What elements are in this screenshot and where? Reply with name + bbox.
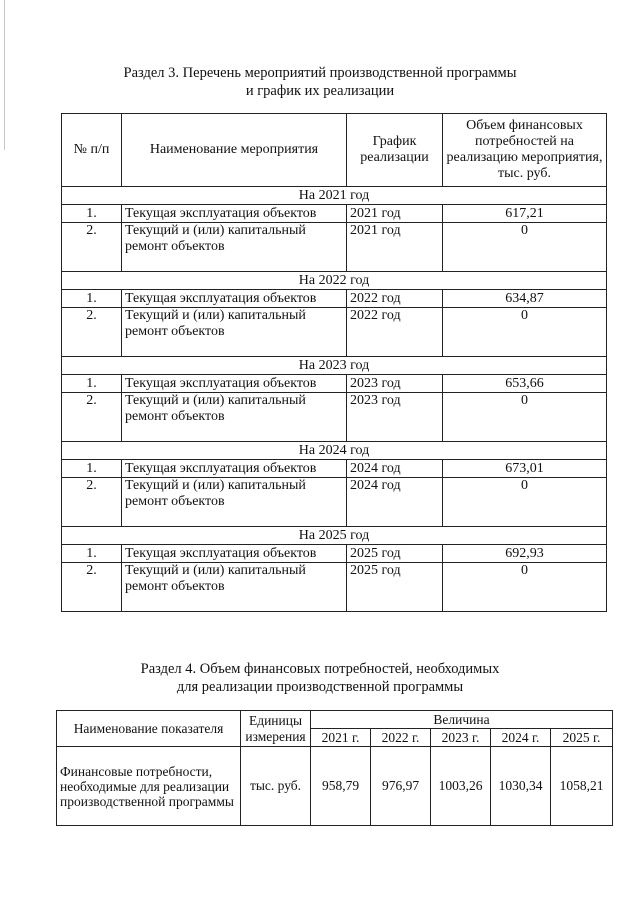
schedule-value: 2022 год [347,308,443,357]
section-4-title-line-1: Раздел 4. Объем финансовых потребностей, необходимых [140,661,500,677]
row-num: 2. [62,393,122,442]
year-value: 1030,34 [491,747,551,826]
table-row [62,308,607,357]
finance-value: 673,01 [443,460,607,478]
row-num: 1. [62,290,122,308]
row-num: 1. [62,545,122,563]
table-row [62,545,607,563]
year-group-row [62,442,607,460]
header-num: № п/п [62,114,122,187]
table-row [62,223,607,272]
finance-value: 692,93 [443,545,607,563]
finance-table-header-row-1 [57,711,613,729]
finance-value: 0 [443,223,607,272]
section-3-title [0,64,640,100]
year-group-label: На 2021 год [62,187,607,205]
activity-name: Текущий и (или) капитальный ремонт объектов [122,308,347,357]
header-year: 2025 г. [551,729,613,747]
schedule-value: 2024 год [347,460,443,478]
section-3-title-line-2: и график их реализации [245,83,395,99]
table-row [62,460,607,478]
row-num: 1. [62,460,122,478]
header-finance: Объем финансовых потребностей на реализацию мероприятия, тыс. руб. [443,114,607,187]
year-value: 1058,21 [551,747,613,826]
finance-value: 617,21 [443,205,607,223]
activities-table-body [62,187,607,612]
activity-name: Текущий и (или) капитальный ремонт объектов [122,563,347,612]
header-year: 2024 г. [491,729,551,747]
finance-value: 0 [443,563,607,612]
table-row [62,375,607,393]
activity-name: Текущий и (или) капитальный ремонт объектов [122,393,347,442]
activity-name: Текущая эксплуатация объектов [122,290,347,308]
section-4-title [0,660,640,696]
table-row [62,563,607,612]
year-group-row [62,272,607,290]
finance-value: 0 [443,393,607,442]
header-indicator: Наименование показателя [57,711,241,747]
finance-value: 0 [443,308,607,357]
activity-name: Текущий и (или) капитальный ремонт объектов [122,223,347,272]
activity-name: Текущая эксплуатация объектов [122,545,347,563]
year-group-row [62,357,607,375]
table-row [62,478,607,527]
row-num: 2. [62,223,122,272]
row-num: 1. [62,375,122,393]
year-group-row [62,527,607,545]
activities-table-header [62,114,607,187]
indicator-name: Финансовые потребности, необходимые для реализации производственной программы [57,747,241,826]
row-num: 1. [62,205,122,223]
table-row [62,205,607,223]
year-group-label: На 2023 год [62,357,607,375]
schedule-value: 2021 год [347,223,443,272]
activity-name: Текущая эксплуатация объектов [122,375,347,393]
section-3-title-line-1: Раздел 3. Перечень мероприятий производственной программы [123,65,517,81]
row-num: 2. [62,563,122,612]
activity-name: Текущий и (или) капитальный ремонт объектов [122,478,347,527]
table-row [57,747,613,826]
year-group-row [62,187,607,205]
row-num: 2. [62,478,122,527]
activity-name: Текущая эксплуатация объектов [122,205,347,223]
schedule-value: 2024 год [347,478,443,527]
finance-value: 653,66 [443,375,607,393]
table-row [62,290,607,308]
schedule-value: 2025 год [347,545,443,563]
year-value: 958,79 [311,747,371,826]
header-units: Единицы измерения [241,711,311,747]
header-magnitude: Величина [311,711,613,729]
activity-name: Текущая эксплуатация объектов [122,460,347,478]
year-group-label: На 2022 год [62,272,607,290]
activities-table [61,113,607,612]
header-year: 2023 г. [431,729,491,747]
row-num: 2. [62,308,122,357]
year-group-label: На 2024 год [62,442,607,460]
header-schedule: График реализации [347,114,443,187]
year-group-label: На 2025 год [62,527,607,545]
header-activity-name: Наименование мероприятия [122,114,347,187]
table-row [62,393,607,442]
units-value: тыс. руб. [241,747,311,826]
finance-value: 634,87 [443,290,607,308]
year-value: 1003,26 [431,747,491,826]
finance-needs-table [56,710,613,826]
schedule-value: 2025 год [347,563,443,612]
schedule-value: 2023 год [347,393,443,442]
schedule-value: 2022 год [347,290,443,308]
header-year: 2021 г. [311,729,371,747]
schedule-value: 2023 год [347,375,443,393]
year-value: 976,97 [371,747,431,826]
schedule-value: 2021 год [347,205,443,223]
header-year: 2022 г. [371,729,431,747]
section-4-title-line-2: для реализации производственной программы [176,679,464,695]
finance-value: 0 [443,478,607,527]
